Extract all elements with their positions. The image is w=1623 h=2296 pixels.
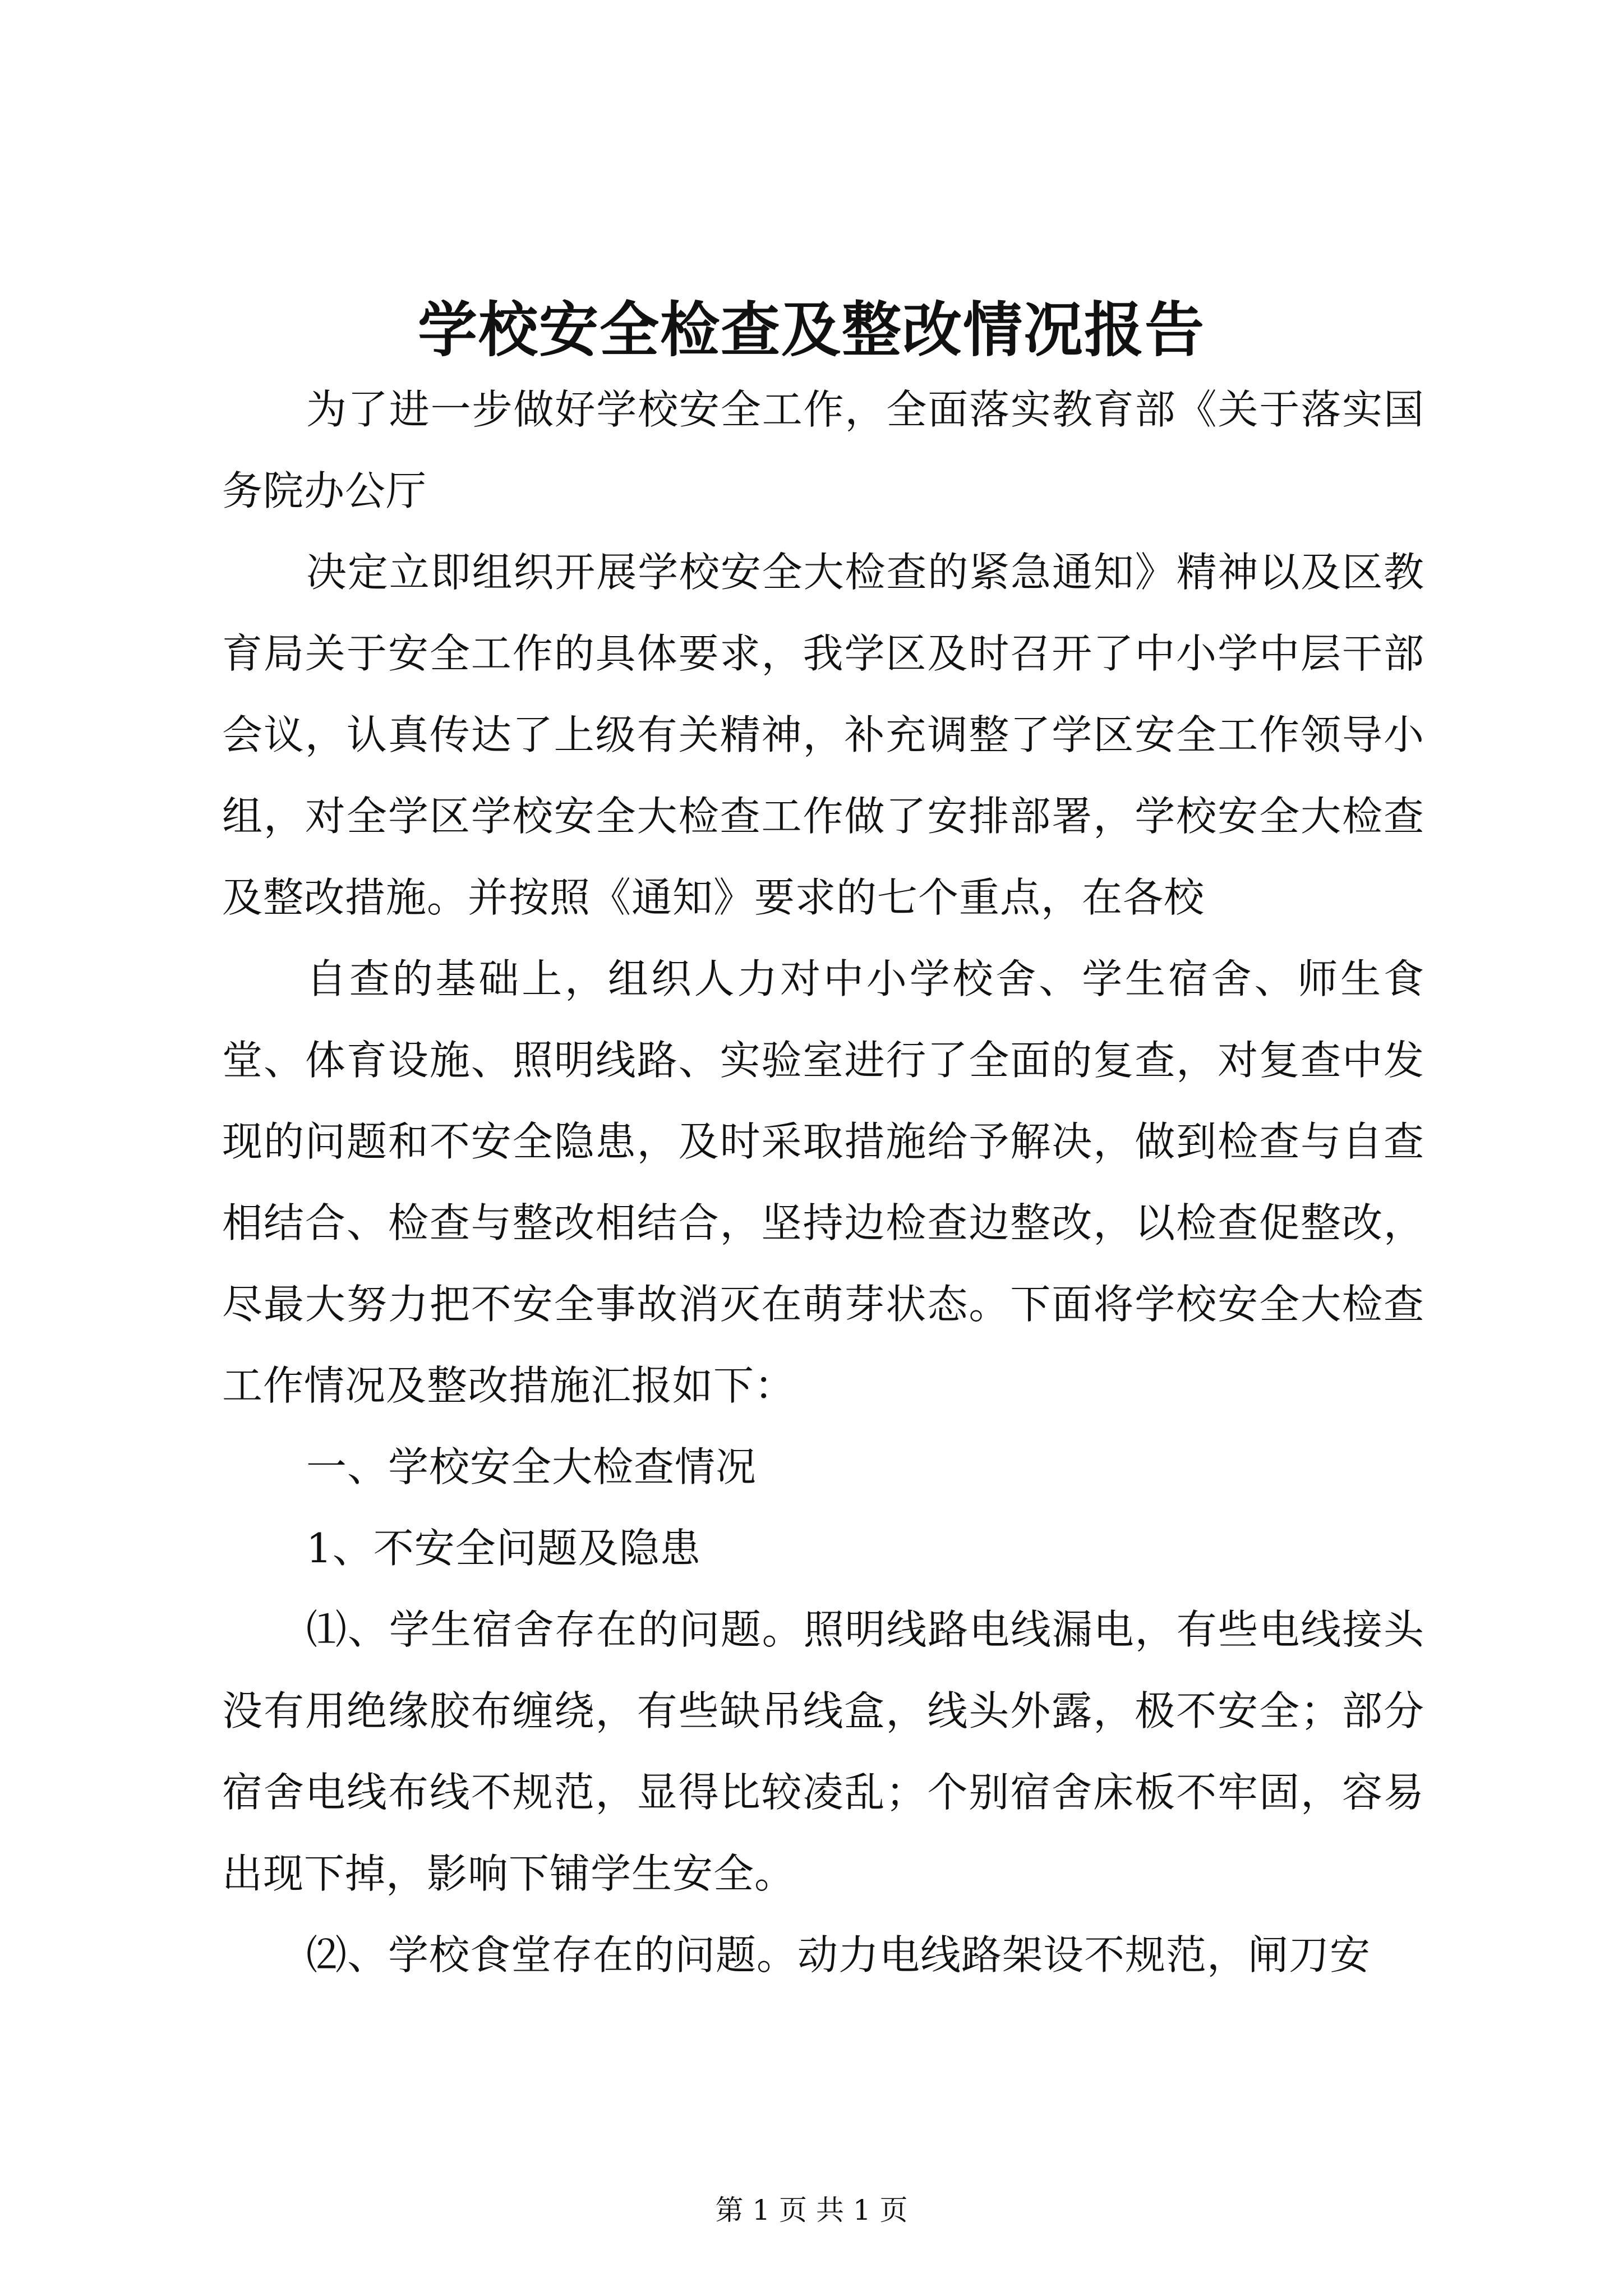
paragraph-2: 决定立即组织开展学校安全大检查的紧急通知》精神以及区教育局关于安全工作的具体要求，我学区及时召开了中小学中层干部会议，认真传达了上级有关精神，补充调整了学区安全工作领导小组，对全学区学校安全大检查工作做了安排部署，学校安全大检查及整改措施。并按照《通知》要求的七个重点，在各校 xyxy=(222,549,1424,921)
paragraph-1: 为了进一步做好学校安全工作，全面落实教育部《关于落实国务院办公厅 xyxy=(222,386,1424,514)
paragraph-canteen-issues: ⑵、学校食堂存在的问题。动力电线路架设不规范，闸刀安 xyxy=(306,1931,1371,1978)
paragraph-dormitory-issues: ⑴、学生宿舍存在的问题。照明线路电线漏电，有些电线接头没有用绝缘胶布缠绕，有些缺吊线盒，线头外露，极不安全；部分宿舍电线布线不规范，显得比较凌乱；个别宿舍床板不牢固，容易出现下掉，影响下铺学生安全。 xyxy=(222,1606,1424,1897)
document-body xyxy=(222,369,1424,1996)
page-footer: 第 1 页 共 1 页 xyxy=(715,2194,908,2226)
subsection-heading-1: 1、不安全问题及隐患 xyxy=(306,1525,701,1572)
document-title: 学校安全检查及整改情况报告 xyxy=(418,295,1205,365)
paragraph-3: 自查的基础上，组织人力对中小学校舍、学生宿舍、师生食堂、体育设施、照明线路、实验室进行了全面的复查，对复查中发现的问题和不安全隐患，及时采取措施给予解决，做到检查与自查相结合、检查与整改相结合，坚持边检查边整改，以检查促整改，尽最大努力把不安全事故消灭在萌芽状态。下面将学校安全大检查工作情况及整改措施汇报如下： xyxy=(222,955,1424,1409)
section-heading-1: 一、学校安全大检查情况 xyxy=(306,1443,757,1490)
